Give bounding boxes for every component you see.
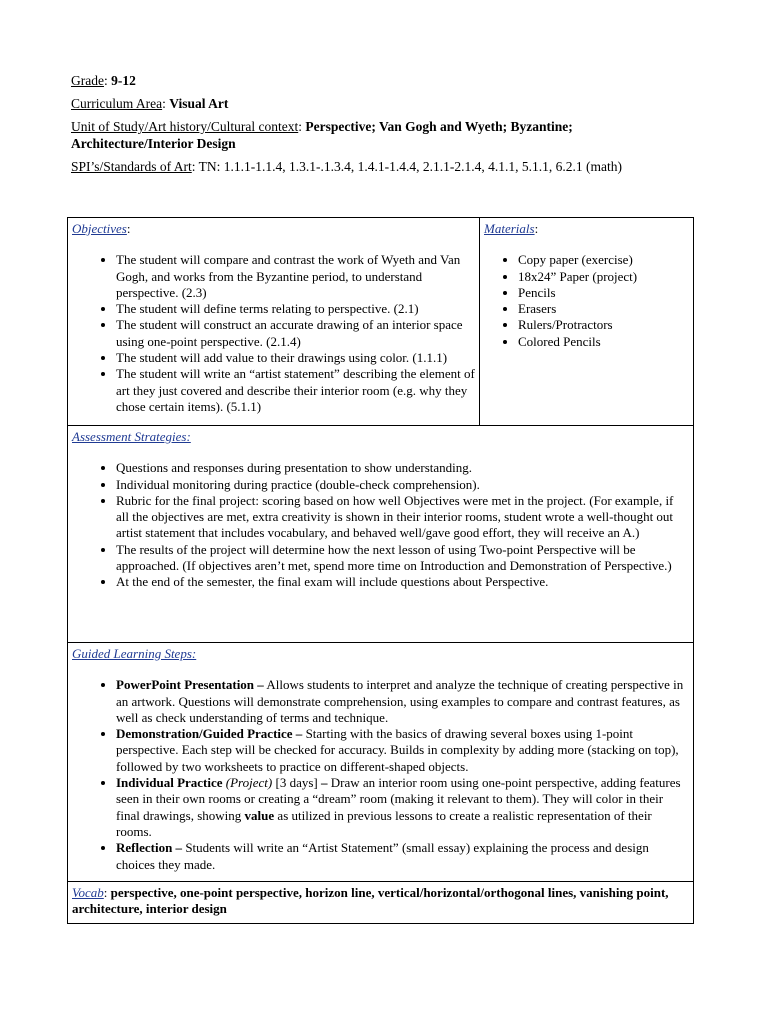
guided-learning-cell (68, 643, 694, 882)
standards-label: SPI’s/Standards of Art (71, 159, 192, 174)
materials-list (484, 252, 689, 350)
step-reflection-label: Reflection – (116, 840, 183, 856)
step-demonstration-text: Starting with the basics of drawing several boxes using 1-point perspective. Each step will be checked for accuracy. Builds in complexity by adding more (stacking on top), followed by two worksheets to practice on different-shaped objects. (116, 726, 679, 774)
grade-line: Grade: 9-12 (71, 73, 136, 88)
unit-of-study-label: Unit of Study/Art history/Cultural context (71, 119, 299, 134)
step-powerpoint-label: PowerPoint Presentation – (116, 677, 264, 693)
unit-of-study-line: Unit of Study/Art history/Cultural context: Perspective; Van Gogh and Wyeth; Byzantine; Architecture/Interior Design (71, 119, 573, 151)
materials-cell: Materials: • Copy paper (exercise) • 18x24” Paper (project) • Pencils • Erasers • Rulers/Protractors • Colored Pencils (480, 218, 694, 426)
assessment-list (72, 460, 689, 590)
step-individual-paren: (Project) (222, 775, 276, 791)
vocab-label: Vocab (72, 885, 104, 900)
curriculum-area-value: Visual Art (169, 96, 229, 111)
step-individual-days: [3 days] (275, 775, 321, 791)
list-item: • At the end of the semester, the final exam will include questions about Perspective. (116, 574, 689, 590)
vocab-text: perspective, one-point perspective, horizon line, vertical/horizontal/orthogonal lines, vanishing point, architecture, interior design (72, 885, 669, 917)
step-individual-text-a: Draw an interior room using one-point perspective, adding features seen in their own rooms or creating a “dream” room (making it relevant to them). They will color in their final drawings, showing (116, 775, 681, 823)
guided-learning-title: Guided Learning Steps: (72, 646, 197, 661)
grade-label: Grade (71, 73, 104, 88)
step-powerpoint-text: Allows students to interpret and analyze the technique of creating perspective in an artwork. Questions will demonstrate comprehension, using examples to compare and contrast features, as well as check understanding of terms and technique. (116, 677, 684, 725)
standards-line: SPI’s/Standards of Art: TN: 1.1.1-1.1.4, 1.3.1-.1.3.4, 1.4.1-1.4.4, 2.1.1-2.1.4, 4.1.1, 5.1.1, 6.2.1 (math) (71, 159, 622, 174)
assessment-title: Assessment Strategies: (72, 429, 191, 444)
list-item: • Copy paper (exercise) (518, 252, 689, 268)
list-item: • Questions and responses during presentation to show understanding. (116, 460, 689, 476)
list-item: • The student will construct an accurate drawing of an interior space using one-point perspective. (2.1.4) (116, 317, 475, 350)
step-demonstration-label: Demonstration/Guided Practice – (116, 726, 303, 742)
list-item: • Pencils (518, 285, 689, 301)
list-item: • Erasers (518, 301, 689, 317)
list-item: • The student will compare and contrast the work of Wyeth and Van Gogh, and works from the Byzantine period, to understand perspective. (2.3) (116, 252, 475, 301)
list-item: • Colored Pencils (518, 334, 689, 350)
step-individual-dash: – (320, 775, 328, 791)
curriculum-area-line: Curriculum Area: Visual Art (71, 96, 229, 111)
list-item: • Rulers/Protractors (518, 317, 689, 333)
lesson-header (71, 72, 711, 181)
lesson-plan-table (67, 217, 694, 924)
step-reflection-text: Students will write an “Artist Statement” (small essay) explaining the process and design choices they made. (116, 840, 649, 872)
curriculum-area-label: Curriculum Area (71, 96, 163, 111)
list-item: • The results of the project will determine how the next lesson of using Two-point Perspective will be approached. (If objectives aren’t met, spend more time on Introduction and Demonstration of Perspective.) (116, 542, 689, 575)
list-item (116, 677, 689, 726)
unit-of-study-value-1: Perspective; Van Gogh and Wyeth; Byzantine; (305, 119, 573, 134)
guided-learning-list (72, 677, 689, 873)
objectives-cell: Objectives: • The student will compare and contrast the work of Wyeth and Van Gogh, and works from the Byzantine period, to understand perspective. (2.3) • The student will define terms relating to perspective. (2.1) • The student will construct an accurate drawing of an interior space using one-point perspective. (2.1.4) • The student will add value to their drawings using color. (1.1.1) • The student will write an “artist statement” describing the element of art they just covered and describe their interior room (e.g. why they chose certain items). (5.1.1) (68, 218, 480, 426)
list-item: • 18x24” Paper (project) (518, 269, 689, 285)
list-item (116, 726, 689, 775)
step-individual-label: Individual Practice (116, 775, 223, 791)
vocab-cell: Vocab: perspective, one-point perspective, horizon line, vertical/horizontal/orthogonal lines, vanishing point, architecture, interior design (68, 882, 694, 924)
step-individual-value: value (244, 807, 275, 823)
list-item: • Rubric for the final project: scoring based on how well Objectives were met in the project. (For example, if all the objectives are met, extra creativity is shown in their interior rooms, student wrote a well-thought out artist statement that includes vocabulary, and behaved well/gave good effort, they will receive an A.) (116, 493, 689, 542)
materials-title: Materials (484, 221, 535, 236)
standards-value: TN: 1.1.1-1.1.4, 1.3.1-.1.3.4, 1.4.1-1.4.4, 2.1.1-2.1.4, 4.1.1, 5.1.1, 6.2.1 (math) (198, 159, 622, 174)
objectives-title: Objectives (72, 221, 127, 236)
step-individual-text-b: as utilized in previous lessons to create a realistic representation of their rooms. (116, 807, 652, 839)
unit-of-study-value-2: Architecture/Interior Design (71, 136, 236, 151)
list-item: • Individual monitoring during practice (double-check comprehension). (116, 477, 689, 493)
assessment-cell (68, 426, 694, 643)
list-item: • The student will write an “artist statement” describing the element of art they just covered and describe their interior room (e.g. why they chose certain items). (5.1.1) (116, 366, 475, 415)
list-item: • The student will add value to their drawings using color. (1.1.1) (116, 350, 475, 366)
objectives-list (72, 252, 475, 415)
grade-value: 9-12 (111, 73, 136, 88)
list-item (116, 840, 689, 873)
list-item: • The student will define terms relating to perspective. (2.1) (116, 301, 475, 317)
list-item (116, 775, 689, 840)
